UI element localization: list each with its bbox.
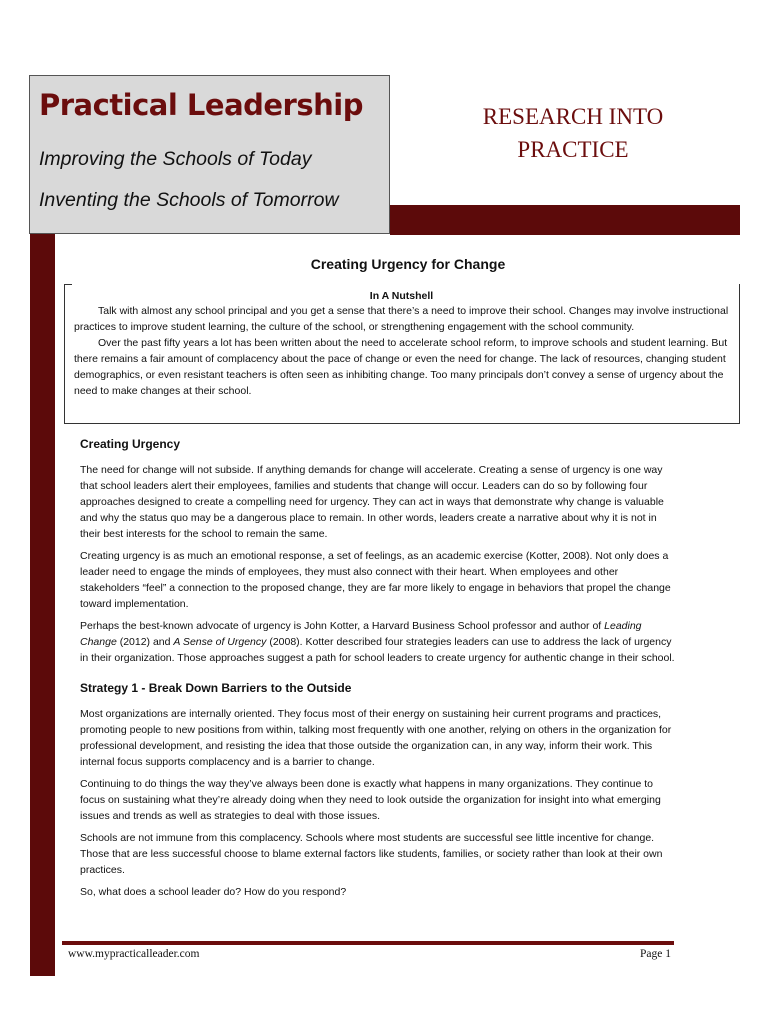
book-title-leading-change: Leading Change [80, 620, 642, 648]
book-title-sense-of-urgency: A Sense of Urgency [173, 636, 267, 648]
paragraph: So, what does a school leader do? How do you respond? [80, 886, 347, 898]
section-label-line-1: RESEARCH INTO [482, 104, 664, 129]
footer-rule [62, 941, 674, 945]
page-number: Page 1 [640, 948, 671, 960]
paragraph: Continuing to do things the way they’ve always been done is exactly what happens in many organizations. They continue to focus on sustaining what they’re already doing when they need to look outside the organization for insight into what emerging issues and trends as well as strategies to deal with those issues. [80, 778, 661, 822]
article-title: Creating Urgency for Change [310, 256, 506, 272]
paragraph: Most organizations are internally oriented. They focus most of their energy on sustaining heir current programs and practices, promoting people to new positions from within, talking most frequently with one another, relying on others in the organization for professional development, and resisting the idea that those outside the organization can, in any way, inform their work. This internal focus supports complacency and is a barrier to change. [80, 708, 672, 768]
publication-subtitle-2: Inventing the Schools of Tomorrow [39, 189, 339, 211]
paragraph-kotter [80, 618, 676, 666]
nutshell-heading: In A Nutshell [369, 290, 434, 302]
paragraph: The need for change will not subside. If anything demands for change will accelerate. Creating a sense of urgency is one way that school leaders alert their employees, families and students that change will occur. Leaders can do so by following four approaches designed to create a compelling need for urgency. They can act in ways that demonstrate why change is valuable and why the status quo may be a dangerous place to remain. In other words, leaders create a narrative about why it is not in their best interests for the school to remain the same. [80, 464, 664, 540]
section-label [440, 100, 706, 166]
footer-url: www.mypracticalleader.com [68, 948, 200, 960]
paragraph: Creating urgency is as much an emotional response, a set of feelings, as an academic exercise (Kotter, 2008). Not only does a leader need to engage the minds of employees, they must also connect with their heart. When employees and other stakeholders “feel” a connection to the proposed change, they are far more likely to engage in behaviors that propel the change toward implementation. [80, 550, 671, 610]
left-accent-bar [30, 234, 55, 976]
section-label-line-2: PRACTICE [517, 137, 629, 162]
publication-subtitle-1: Improving the Schools of Today [39, 148, 312, 170]
header-accent-bar [390, 205, 740, 235]
section-heading-strategy-1: Strategy 1 - Break Down Barriers to the Outside [80, 681, 352, 695]
publication-title: Practical Leadership [39, 88, 363, 122]
nutshell-box [64, 284, 740, 424]
paragraph-text: Perhaps the best-known advocate of urgency is John Kotter, a Harvard Business School professor and author of [80, 620, 605, 632]
paragraph-text: (2012) and [116, 636, 174, 648]
masthead-box [29, 75, 390, 234]
paragraph: Schools are not immune from this complacency. Schools where most students are successful see little incentive for change. Those that are less successful choose to blame external factors like students, families, or society rather than look at their own practices. [80, 832, 663, 876]
paragraph-text: (2008). Kotter described four strategies leaders can use to address the lack of urgency in their organization. Those approaches suggest a path for school leaders to create urgency for authentic change in their school. [80, 636, 675, 664]
nutshell-paragraph-2: Over the past fifty years a lot has been written about the need to accelerate school reform, to improve schools and student learning. But there remains a fair amount of complacency about the pace of change or even the need for change. The lack of resources, changing student demographics, or even resistant teachers is often seen as inhibiting change. Too many principals don’t convey a sense of urgency about the need to make changes at their school. [74, 337, 728, 397]
nutshell-paragraph-1: Talk with almost any school principal and you get a sense that there’s a need to improve their school. Changes may involve instructional practices to improve student learning, the culture of the school, or strengthening engagement with the school community. [74, 305, 729, 333]
article-body [80, 436, 676, 906]
section-heading-creating-urgency: Creating Urgency [80, 437, 181, 451]
nutshell-corner-tick [64, 284, 72, 285]
